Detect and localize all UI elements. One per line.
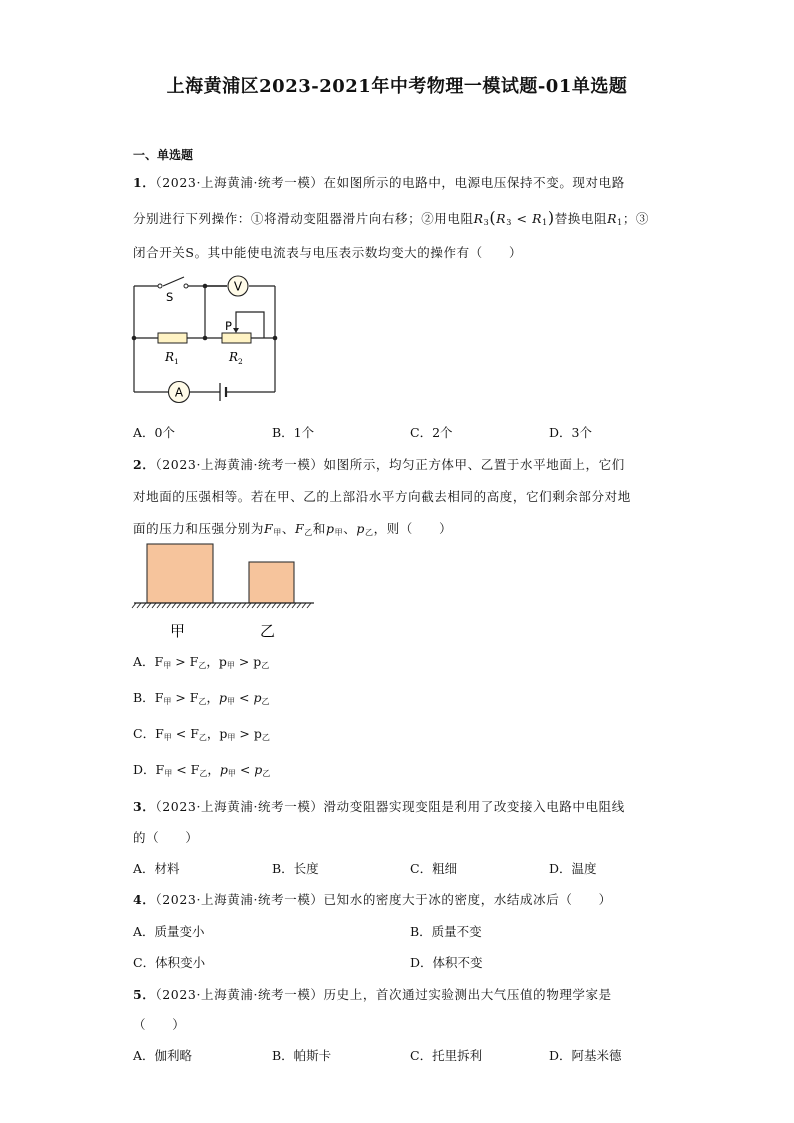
q5-text-1: （2023·上海黄浦·统考一模）历史上，首次通过实验测出大气压值的物理学家是: [155, 987, 612, 1002]
cube-jia: [147, 544, 213, 603]
var-r3: R: [473, 211, 484, 226]
cubes-diagram: [134, 542, 314, 642]
r1-label-sub: 1: [174, 357, 179, 366]
hatch-mark: [137, 603, 141, 608]
hatch-mark: [282, 603, 286, 608]
switch-label: S: [166, 290, 174, 304]
q3-number: 3．: [133, 799, 156, 814]
hatch-mark: [277, 603, 281, 608]
hatch-mark: [272, 603, 276, 608]
q3-line-2: 的（ ）: [133, 830, 199, 845]
q4-text-1: （2023·上海黄浦·统考一模）已知水的密度大于冰的密度，水结成冰后（ ）: [155, 892, 612, 907]
q2-b-op1: >: [171, 690, 190, 705]
hatch-mark: [242, 603, 246, 608]
q3-option-c[interactable]: C．粗细: [410, 861, 458, 876]
junction-left: [132, 336, 137, 341]
q2-c-f2: F: [190, 726, 199, 741]
hatch-mark: [247, 603, 251, 608]
slider-arrow: [233, 328, 239, 333]
hatch-mark: [217, 603, 221, 608]
r1-label: R: [165, 350, 175, 364]
comma-1: 、: [281, 521, 296, 536]
hatch-mark: [252, 603, 256, 608]
junction-top: [203, 284, 208, 289]
q2-a-op2: >: [234, 654, 254, 669]
comma-2: 、: [343, 521, 357, 536]
var-r1b-sub: 1: [617, 218, 623, 227]
q5-option-b[interactable]: B．帕斯卡: [272, 1048, 332, 1063]
hatch-mark: [262, 603, 266, 608]
and-text: 和: [312, 521, 327, 536]
q2-b-f1: F: [154, 690, 164, 705]
q5-line-1: [133, 985, 612, 1003]
resistor-r1: [158, 333, 187, 343]
q2-b-p2: p: [253, 690, 262, 705]
hatch-mark: [152, 603, 156, 608]
circuit-diagram: [130, 270, 280, 410]
var-r1: R: [532, 211, 543, 226]
q5-option-c[interactable]: C．托里拆利: [410, 1048, 483, 1063]
cube-yi: [249, 562, 294, 603]
q1-line-3: 闭合开关S。其中能使电流表与电压表示数均变大的操作有（ ）: [133, 245, 523, 260]
var-f: F: [264, 521, 274, 536]
q2-text-3m: ，则（ ）: [373, 521, 453, 536]
q2-c-op2: >: [235, 726, 254, 741]
var-r1b: R: [607, 211, 618, 226]
hatch-mark: [132, 603, 136, 608]
var-f-sub-yi: 乙: [304, 528, 313, 537]
q1-number: 1．: [133, 175, 156, 190]
q2-option-a[interactable]: [133, 652, 269, 671]
q1-text-2c: ；③: [622, 211, 650, 226]
q2-b-s4: 乙: [261, 697, 270, 706]
var-r3b: R: [496, 211, 507, 226]
section-heading: 一、单选题: [133, 148, 194, 162]
q2-b-f2: F: [189, 690, 199, 705]
hatch-mark: [287, 603, 291, 608]
var-r3-sub: 3: [483, 218, 490, 227]
label-jia: 甲: [170, 622, 186, 640]
var-r1-sub: 1: [542, 218, 548, 227]
q2-line-3: [133, 519, 452, 538]
q2-c-s4: 乙: [261, 733, 270, 742]
q2-c-s1: 甲: [163, 733, 172, 742]
q2-c-p2: p: [253, 726, 262, 741]
q3-option-d[interactable]: D．温度: [549, 861, 597, 876]
q2-b-s2: 乙: [198, 697, 207, 706]
less-than: <: [511, 211, 533, 226]
hatch-mark: [227, 603, 231, 608]
q2-a-s1: 甲: [163, 661, 172, 670]
q4-option-a[interactable]: A．质量变小: [133, 924, 205, 939]
var-r3b-sub: 3: [506, 218, 512, 227]
q2-a-s2: 乙: [198, 661, 207, 670]
q1-option-c[interactable]: C．2个: [410, 425, 453, 440]
q5-line-2: （ ）: [133, 1017, 186, 1032]
q2-d-p1: p: [219, 762, 228, 777]
q5-option-d[interactable]: D．阿基米德: [549, 1048, 622, 1063]
q3-option-a[interactable]: A．材料: [133, 861, 180, 876]
q2-number: 2．: [133, 457, 156, 472]
q2-a-op1: >: [171, 654, 190, 669]
hatch-mark: [222, 603, 226, 608]
hatch-mark: [182, 603, 186, 608]
hatch-mark: [187, 603, 191, 608]
hatch-mark: [302, 603, 306, 608]
q2-c-s2: 乙: [198, 733, 207, 742]
hatch-mark: [157, 603, 161, 608]
q2-c-p1: p: [219, 726, 228, 741]
paren-open: (: [489, 208, 497, 227]
q4-option-c[interactable]: C．体积变小: [133, 955, 206, 970]
hatch-mark: [147, 603, 151, 608]
switch-contact-right: [184, 284, 188, 288]
hatch-mark: [162, 603, 166, 608]
q2-d-op2: <: [235, 762, 255, 777]
ground-hatch: [132, 603, 311, 608]
q5-number: 5．: [133, 987, 156, 1002]
q3-line-1: [133, 797, 625, 815]
q2-text-3a: 面的压力和压强分别为: [133, 521, 265, 536]
q2-d-op1: <: [172, 762, 191, 777]
q2-a-p2: p: [253, 654, 262, 669]
var-f-sub-jia: 甲: [273, 528, 282, 537]
voltmeter-label: V: [233, 279, 243, 294]
hatch-mark: [202, 603, 206, 608]
q1-option-a[interactable]: A．0个: [133, 425, 175, 440]
q2-b-op2: <: [235, 690, 254, 705]
q2-b-s3: 甲: [227, 697, 236, 706]
q2-c-sep: ，: [206, 726, 220, 741]
q2-d-f1: F: [155, 762, 165, 777]
junction-right: [273, 336, 278, 341]
var-p2: p: [356, 521, 365, 536]
hatch-mark: [172, 603, 176, 608]
q1-text-2b: 替换电阻: [554, 211, 608, 226]
q2-c-f1: F: [155, 726, 164, 741]
q2-line-1: [133, 455, 625, 473]
label-yi: 乙: [260, 622, 276, 640]
junction-middle: [203, 336, 208, 341]
q2-c-s3: 甲: [227, 733, 236, 742]
q4-option-d[interactable]: D．体积不变: [410, 955, 483, 970]
hatch-mark: [307, 603, 311, 608]
q1-text-2: 分别进行下列操作：①将滑动变阻器滑片向右移；②用电阻: [133, 211, 474, 226]
q4-number: 4．: [133, 892, 156, 907]
q2-a-sep: ，: [206, 654, 219, 669]
q2-c-label: C．: [133, 726, 156, 741]
hatch-mark: [212, 603, 216, 608]
q2-b-s1: 甲: [163, 697, 172, 706]
q1-option-b[interactable]: B．1个: [272, 425, 315, 440]
q2-option-b[interactable]: [133, 688, 269, 707]
hatch-mark: [257, 603, 261, 608]
q2-d-p2: p: [254, 762, 263, 777]
hatch-mark: [142, 603, 146, 608]
q2-option-d[interactable]: [133, 760, 270, 779]
q3-text-1: （2023·上海黄浦·统考一模）滑动变阻器实现变阻是利用了改变接入电路中电阻线: [155, 799, 625, 814]
q2-a-s4: 乙: [261, 661, 270, 670]
hatch-mark: [267, 603, 271, 608]
q2-d-s3: 甲: [227, 769, 236, 778]
q2-a-p1: p: [218, 654, 227, 669]
q2-d-label: D．: [133, 762, 156, 777]
q1-line-1: [133, 173, 625, 191]
hatch-mark: [237, 603, 241, 608]
q3-option-b[interactable]: B．长度: [272, 861, 319, 876]
hatch-mark: [232, 603, 236, 608]
q1-line-2: [133, 208, 649, 227]
hatch-mark: [167, 603, 171, 608]
q2-b-p1: p: [219, 690, 228, 705]
paren-close: ): [547, 208, 555, 227]
var-f2: F: [295, 521, 305, 536]
hatch-mark: [177, 603, 181, 608]
hatch-mark: [197, 603, 201, 608]
hatch-mark: [297, 603, 301, 608]
q4-option-b[interactable]: B．质量不变: [410, 924, 482, 939]
q2-text-1: （2023·上海黄浦·统考一模）如图所示，均匀正方体甲、乙置于水平地面上，它们: [155, 457, 625, 472]
page-title: 上海黄浦区2023-2021年中考物理一模试题-01单选题: [166, 76, 628, 97]
hatch-mark: [292, 603, 296, 608]
q2-a-s3: 甲: [226, 661, 235, 670]
var-p-sub-yi: 乙: [364, 528, 374, 537]
q5-option-a[interactable]: A．伽利略: [133, 1048, 193, 1063]
q2-d-sep: ，: [207, 762, 220, 777]
q2-d-s4: 乙: [262, 769, 271, 778]
r2-label: R: [229, 350, 239, 364]
q2-a-label: A．: [133, 654, 155, 669]
var-p-sub-jia: 甲: [334, 528, 344, 537]
ammeter-label: A: [174, 385, 184, 400]
switch-lever: [163, 277, 184, 286]
switch-contact-left: [158, 284, 162, 288]
q2-d-s2: 乙: [199, 769, 208, 778]
q2-a-f2: F: [189, 654, 199, 669]
q2-b-label: B．: [133, 690, 155, 705]
q2-line-2: 对地面的压强相等。若在甲、乙的上部沿水平方向截去相同的高度，它们剩余部分对地: [133, 489, 631, 504]
q2-option-c[interactable]: [133, 724, 270, 743]
hatch-mark: [192, 603, 196, 608]
q2-d-s1: 甲: [164, 769, 173, 778]
slider-label: P: [225, 319, 232, 333]
var-p: p: [326, 521, 335, 536]
r2-label-sub: 2: [238, 357, 243, 366]
q4-line-1: [133, 890, 612, 908]
hatch-mark: [207, 603, 211, 608]
q1-option-d[interactable]: D．3个: [549, 425, 592, 440]
q2-a-f1: F: [154, 654, 164, 669]
q2-b-sep: ，: [206, 690, 219, 705]
q2-d-f2: F: [190, 762, 200, 777]
resistor-r2: [222, 333, 251, 343]
q2-c-op1: <: [171, 726, 191, 741]
q1-text-1: （2023·上海黄浦·统考一模）在如图所示的电路中，电源电压保持不变。现对电路: [155, 175, 625, 190]
